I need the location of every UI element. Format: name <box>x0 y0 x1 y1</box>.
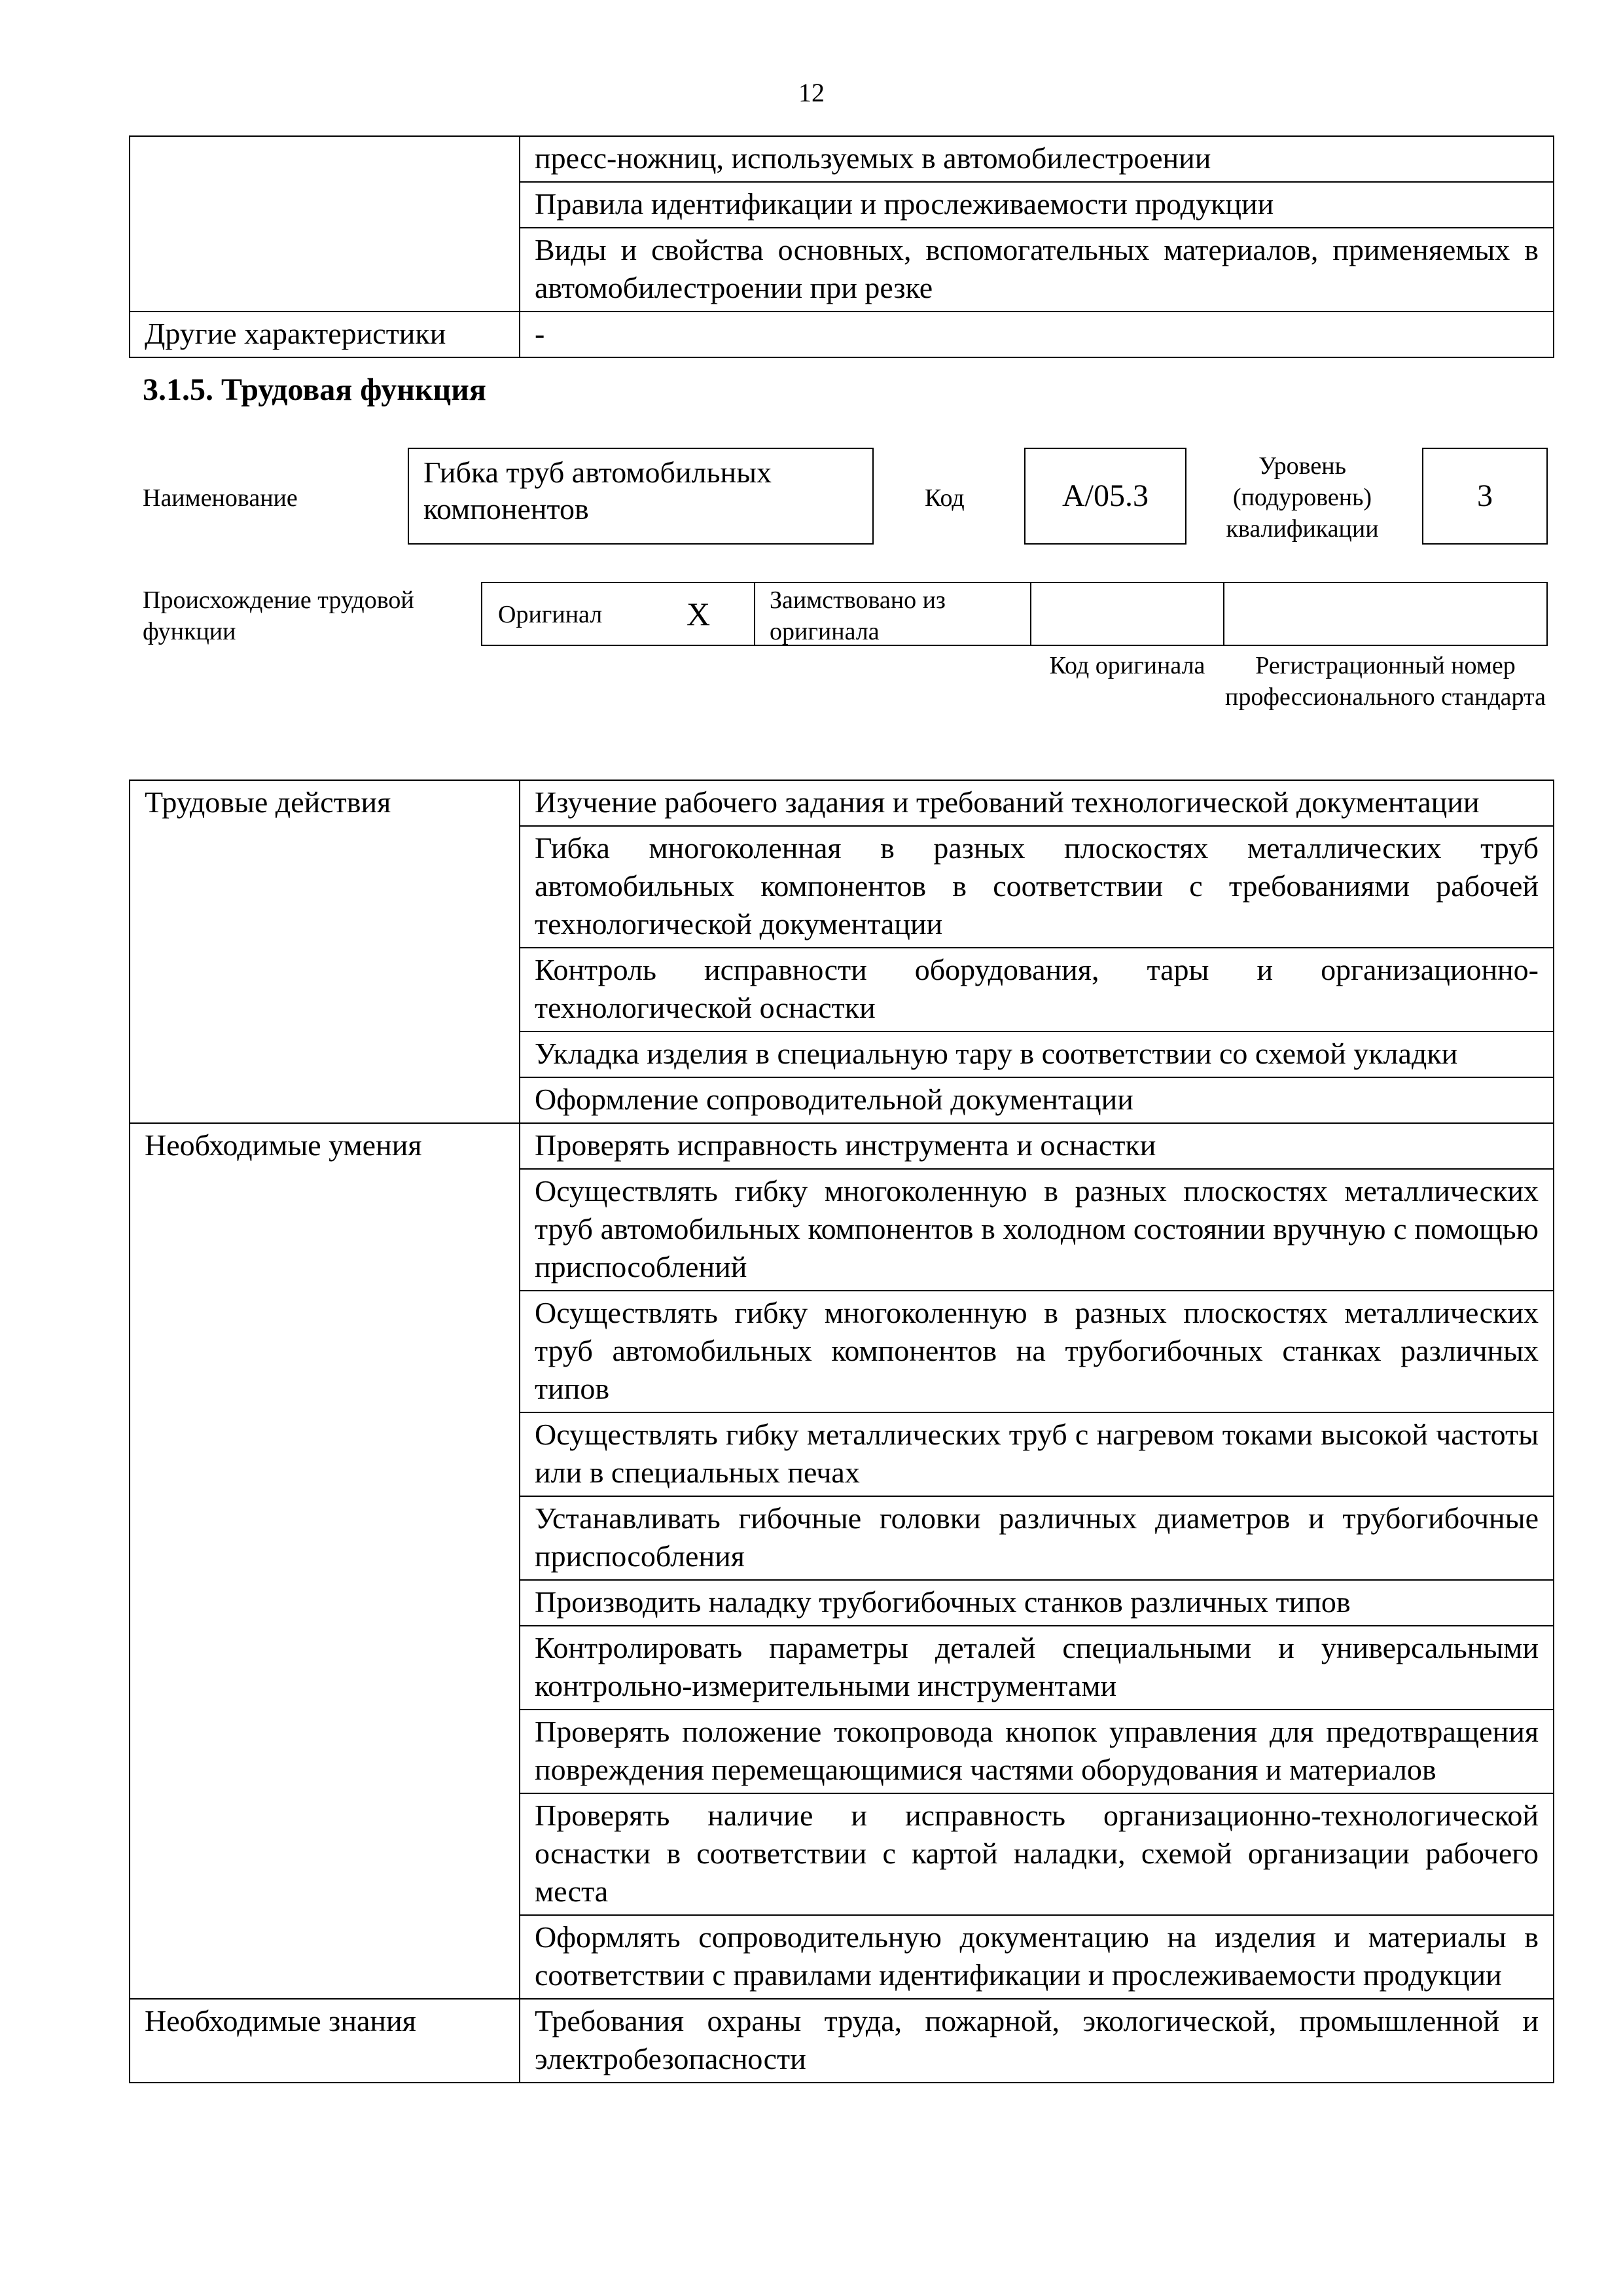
code-box <box>1024 448 1186 545</box>
code-label: Код <box>925 484 965 512</box>
labor-action-item: Контроль исправности оборудования, тары и организационно-технологической оснастки <box>520 948 1554 1031</box>
top-continuation-table <box>129 135 1554 358</box>
knowledge-item: пресс-ножниц, используемых в автомобилестроении <box>520 136 1554 182</box>
table-row <box>130 1999 1554 2083</box>
original-label: Оригинал <box>498 601 603 628</box>
skill-item: Проверять положение токопровода кнопок управления для предотвращения повреждения перемещающимися частями оборудования и материалов <box>520 1710 1554 1793</box>
section-title: 3.1.5. Трудовая функция <box>143 372 486 407</box>
level-label: Уровень (подуровень) квалификации <box>1226 452 1379 543</box>
knowledge-item: Требования охраны труда, пожарной, экологической, промышленной и электробезопасности <box>520 1999 1554 2083</box>
name-value: Гибка труб автомобильных компонентов <box>423 456 772 526</box>
table-row <box>130 1123 1554 1169</box>
name-label: Наименование <box>143 484 298 512</box>
labor-action-item: Оформление сопроводительной документации <box>520 1077 1554 1123</box>
skill-item: Осуществлять гибку многоколенную в разных плоскостях металлических труб автомобильных компонентов в холодном состоянии вручную с помощью приспособлений <box>520 1169 1554 1291</box>
borrowed-label: Заимствовано из оригинала <box>770 586 946 645</box>
skill-item: Осуществлять гибку металлических труб с нагревом токами высокой частоты или в специальных печах <box>520 1412 1554 1496</box>
skill-item: Контролировать параметры деталей специальными и универсальными контрольно-измерительными инструментами <box>520 1626 1554 1710</box>
original-box <box>481 582 755 646</box>
registration-number-caption: Регистрационный номер профессионального стандарта <box>1225 652 1546 711</box>
borrowed-box <box>754 582 1031 646</box>
table-row <box>130 312 1554 357</box>
skill-item: Осуществлять гибку многоколенную в разных плоскостях металлических труб автомобильных компонентов на трубогибочных станках различных типов <box>520 1291 1554 1412</box>
skill-item: Устанавливать гибочные головки различных диаметров и трубогибочные приспособления <box>520 1496 1554 1580</box>
skill-item: Производить наладку трубогибочных станков различных типов <box>520 1580 1554 1626</box>
original-code-caption: Код оригинала <box>1049 652 1205 679</box>
labor-function-table <box>129 780 1554 2083</box>
table-row <box>130 780 1554 826</box>
code-value: A/05.3 <box>1062 478 1149 513</box>
name-box <box>408 448 874 545</box>
empty-label-cell <box>130 136 520 312</box>
skill-item: Оформлять сопроводительную документацию на изделия и материалы в соответствии с правилами идентификации и прослеживаемости продукции <box>520 1915 1554 1999</box>
original-code-box <box>1030 582 1224 646</box>
level-value: 3 <box>1477 478 1493 513</box>
knowledge-label: Необходимые знания <box>130 1999 520 2083</box>
origin-label: Происхождение трудовой функции <box>143 586 414 645</box>
labor-action-item: Укладка изделия в специальную тару в соответствии со схемой укладки <box>520 1031 1554 1077</box>
page-number: 12 <box>798 78 825 107</box>
skill-item: Проверять наличие и исправность организационно-технологической оснастки в соответствии с картой наладки, схемой организации рабочего места <box>520 1793 1554 1915</box>
knowledge-item: Правила идентификации и прослеживаемости продукции <box>520 182 1554 228</box>
skills-label: Необходимые умения <box>130 1123 520 1999</box>
skill-item: Проверять исправность инструмента и оснастки <box>520 1123 1554 1169</box>
labor-actions-label: Трудовые действия <box>130 780 520 1123</box>
original-mark: X <box>687 596 711 632</box>
other-characteristics-label: Другие характеристики <box>130 312 520 357</box>
table-row <box>130 136 1554 182</box>
labor-action-item: Изучение рабочего задания и требований технологической документации <box>520 780 1554 826</box>
other-characteristics-value: - <box>520 312 1554 357</box>
labor-action-item: Гибка многоколенная в разных плоскостях металлических труб автомобильных компонентов в соответствии с требованиями рабочей технологической документации <box>520 826 1554 948</box>
registration-number-box <box>1223 582 1548 646</box>
knowledge-item: Виды и свойства основных, вспомогательных материалов, применяемых в автомобилестроении при резке <box>520 228 1554 312</box>
level-box <box>1422 448 1548 545</box>
